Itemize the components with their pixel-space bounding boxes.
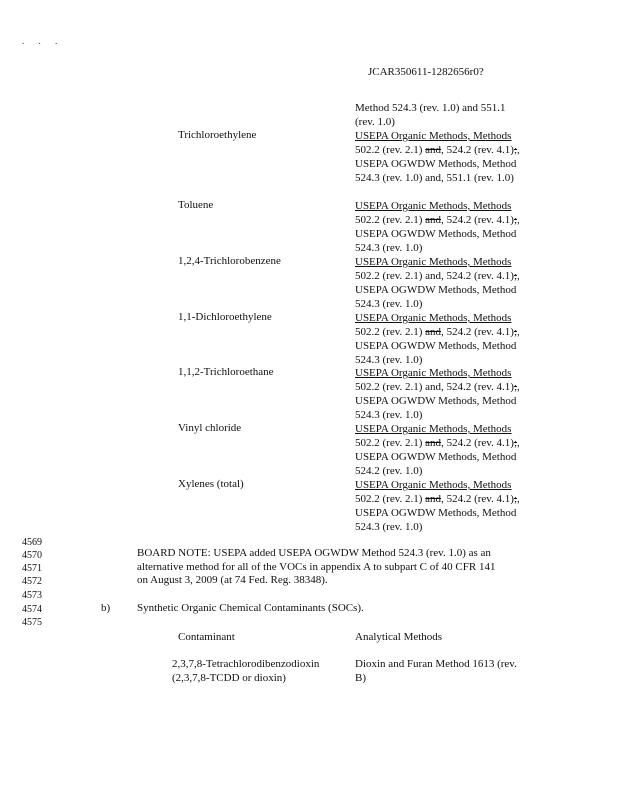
soc-method-line: B) bbox=[355, 672, 366, 684]
line-number: 4574 bbox=[22, 604, 42, 615]
line-number: 4575 bbox=[22, 617, 42, 628]
line-number: 4572 bbox=[22, 576, 42, 587]
contaminant-name: Vinyl chloride bbox=[178, 422, 242, 434]
analytical-method: USEPA Organic Methods, Methods 502.2 (rev. 2.1) and, 524.2 (rev. 4.1);, USEPA OGWDW Methods, Method 524.3 (rev. 1.0) bbox=[355, 367, 520, 421]
analytical-method: USEPA Organic Methods, Methods 502.2 (rev. 2.1) and, 524.2 (rev. 4.1);, USEPA OGWDW Methods, Method 524.3 (rev. 1.0) bbox=[355, 256, 520, 310]
soc-contaminant bbox=[172, 657, 319, 685]
column-header-methods: Analytical Methods bbox=[355, 631, 443, 643]
analytical-method: USEPA Organic Methods, Methods 502.2 (rev. 2.1) and, 524.2 (rev. 4.1);, USEPA OGWDW Methods, Method 524.3 (rev. 1.0) and, 551.1 (rev. 1.0) bbox=[355, 130, 520, 184]
continued-method bbox=[355, 101, 535, 129]
board-note bbox=[137, 547, 532, 588]
board-note-line: alternative method for all of the VOCs in appendix A to subpart C of 40 CFR 141 bbox=[137, 560, 496, 573]
line-number: 4570 bbox=[22, 550, 42, 561]
section-label: b) bbox=[101, 602, 111, 614]
soc-method-line: Dioxin and Furan Method 1613 (rev. bbox=[355, 658, 517, 670]
soc-contaminant-line: (2,3,7,8-TCDD or dioxin) bbox=[172, 672, 286, 684]
contaminant-name: Xylenes (total) bbox=[178, 478, 244, 490]
analytical-method: USEPA Organic Methods, Methods 502.2 (rev. 2.1) and, 524.2 (rev. 4.1);, USEPA OGWDW Methods, Method 524.3 (rev. 1.0) bbox=[355, 312, 520, 366]
board-note-line: on August 3, 2009 (at 74 Fed. Reg. 38348). bbox=[137, 574, 328, 586]
corner-mark: . . . bbox=[22, 36, 64, 46]
soc-method bbox=[355, 657, 517, 685]
analytical-method: USEPA Organic Methods, Methods 502.2 (rev. 2.1) and, 524.2 (rev. 4.1);, USEPA OGWDW Methods, Method 524.2 (rev. 1.0) bbox=[355, 423, 520, 477]
contaminant-name: 1,2,4-Trichlorobenzene bbox=[178, 255, 281, 267]
analytical-method: USEPA Organic Methods, Methods 502.2 (rev. 2.1) and, 524.2 (rev. 4.1);, USEPA OGWDW Methods, Method 524.3 (rev. 1.0) bbox=[355, 200, 520, 254]
contaminant-name: Toluene bbox=[178, 199, 214, 211]
section-title: Synthetic Organic Chemical Contaminants (SOCs). bbox=[137, 602, 364, 614]
contaminant-name: 1,1-Dichloroethylene bbox=[178, 311, 272, 323]
continued-method-line: (rev. 1.0) bbox=[355, 116, 395, 128]
board-note-line: BOARD NOTE: USEPA added USEPA OGWDW Method 524.3 (rev. 1.0) as an bbox=[137, 547, 491, 559]
line-number: 4573 bbox=[22, 590, 42, 601]
column-header-contaminant: Contaminant bbox=[178, 631, 235, 643]
document-id: JCAR350611-1282656r0? bbox=[368, 66, 484, 78]
soc-contaminant-line: 2,3,7,8-Tetrachlorodibenzodioxin bbox=[172, 658, 320, 670]
line-number: 4569 bbox=[22, 537, 42, 548]
continued-method-line: Method 524.3 (rev. 1.0) and 551.1 bbox=[355, 102, 506, 114]
analytical-method: USEPA Organic Methods, Methods 502.2 (rev. 2.1) and, 524.2 (rev. 4.1);, USEPA OGWDW Methods, Method 524.3 (rev. 1.0) bbox=[355, 479, 520, 533]
contaminant-name: 1,1,2-Trichloroethane bbox=[178, 366, 274, 378]
line-number: 4571 bbox=[22, 563, 42, 574]
contaminant-name: Trichloroethylene bbox=[178, 129, 257, 141]
